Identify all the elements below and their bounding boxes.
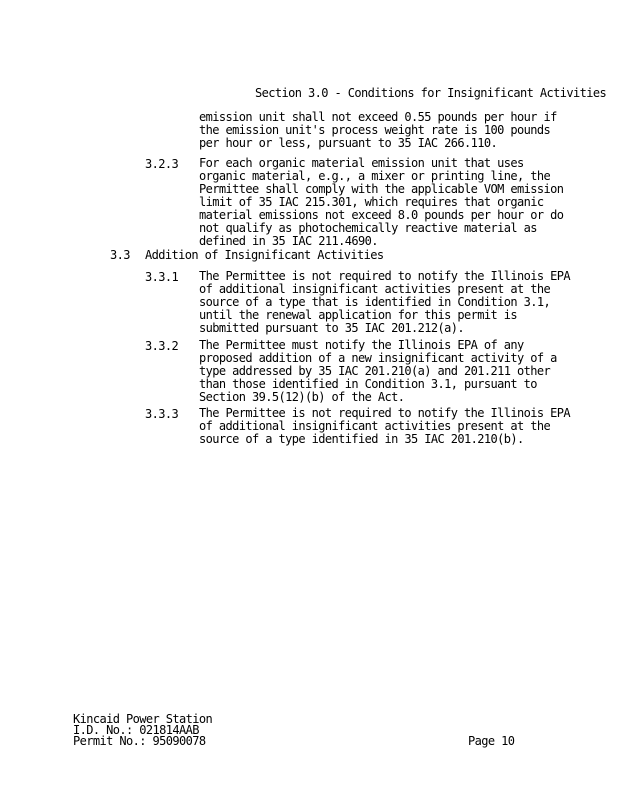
section-header: Section 3.0 - Conditions for Insignificant Activities: [255, 86, 607, 100]
permit-number: Permit No.: 95090078: [73, 734, 206, 748]
text-line: of additional insignificant activities present at the: [199, 282, 551, 296]
text-line: source of a type that is identified in Condition 3.1,: [199, 295, 551, 309]
text-line: of additional insignificant activities present at the: [199, 419, 551, 433]
condition-3-3-1-text: [199, 270, 570, 335]
condition-3-3-2-text: [199, 339, 557, 404]
facility-name: Kincaid Power Station: [73, 712, 213, 726]
text-line: limit of 35 IAC 215.301, which requires that organic: [199, 195, 544, 209]
text-line: The Permittee is not required to notify the Illinois EPA: [199, 406, 570, 420]
text-line: per hour or less, pursuant to 35 IAC 266.110.: [199, 136, 498, 150]
text-line: The Permittee is not required to notify the Illinois EPA: [199, 269, 570, 283]
text-line: until the renewal application for this permit is: [199, 308, 517, 322]
page-number: Page 10: [468, 734, 515, 748]
intro-paragraph: [199, 111, 557, 150]
text-line: The Permittee must notify the Illinois EPA of any: [199, 338, 524, 352]
condition-number-3-3-2: 3.3.2: [145, 339, 179, 353]
text-line: than those identified in Condition 3.1, pursuant to: [199, 377, 537, 391]
text-line: type addressed by 35 IAC 201.210(a) and 201.211 other: [199, 364, 551, 378]
text-line: not qualify as photochemically reactive material as: [199, 221, 537, 235]
text-line: source of a type identified in 35 IAC 201.210(b).: [199, 432, 524, 446]
text-line: proposed addition of a new insignificant activity of a: [199, 351, 557, 365]
text-line: Permittee shall comply with the applicable VOM emission: [199, 182, 564, 196]
text-line: submitted pursuant to 35 IAC 201.212(a).: [199, 321, 464, 335]
footer-identification: [73, 714, 212, 747]
section-number-3-3: 3.3: [110, 248, 130, 262]
condition-number-3-3-1: 3.3.1: [145, 270, 179, 284]
text-line: Section 39.5(12)(b) of the Act.: [199, 390, 405, 404]
text-line: organic material, e.g., a mixer or printing line, the: [199, 169, 551, 183]
condition-number-3-2-3: 3.2.3: [145, 157, 179, 171]
condition-3-2-3-text: [199, 157, 563, 248]
text-line: emission unit shall not exceed 0.55 pounds per hour if: [199, 110, 557, 124]
condition-number-3-3-3: 3.3.3: [145, 407, 179, 421]
text-line: material emissions not exceed 8.0 pounds per hour or do: [199, 208, 564, 222]
text-line: defined in 35 IAC 211.4690.: [199, 234, 378, 248]
text-line: For each organic material emission unit that uses: [199, 156, 524, 170]
facility-id: I.D. No.: 021814AAB: [73, 723, 199, 737]
text-line: the emission unit's process weight rate is 100 pounds: [199, 123, 551, 137]
condition-3-3-3-text: [199, 407, 570, 446]
section-title-3-3: Addition of Insignificant Activities: [145, 248, 384, 262]
